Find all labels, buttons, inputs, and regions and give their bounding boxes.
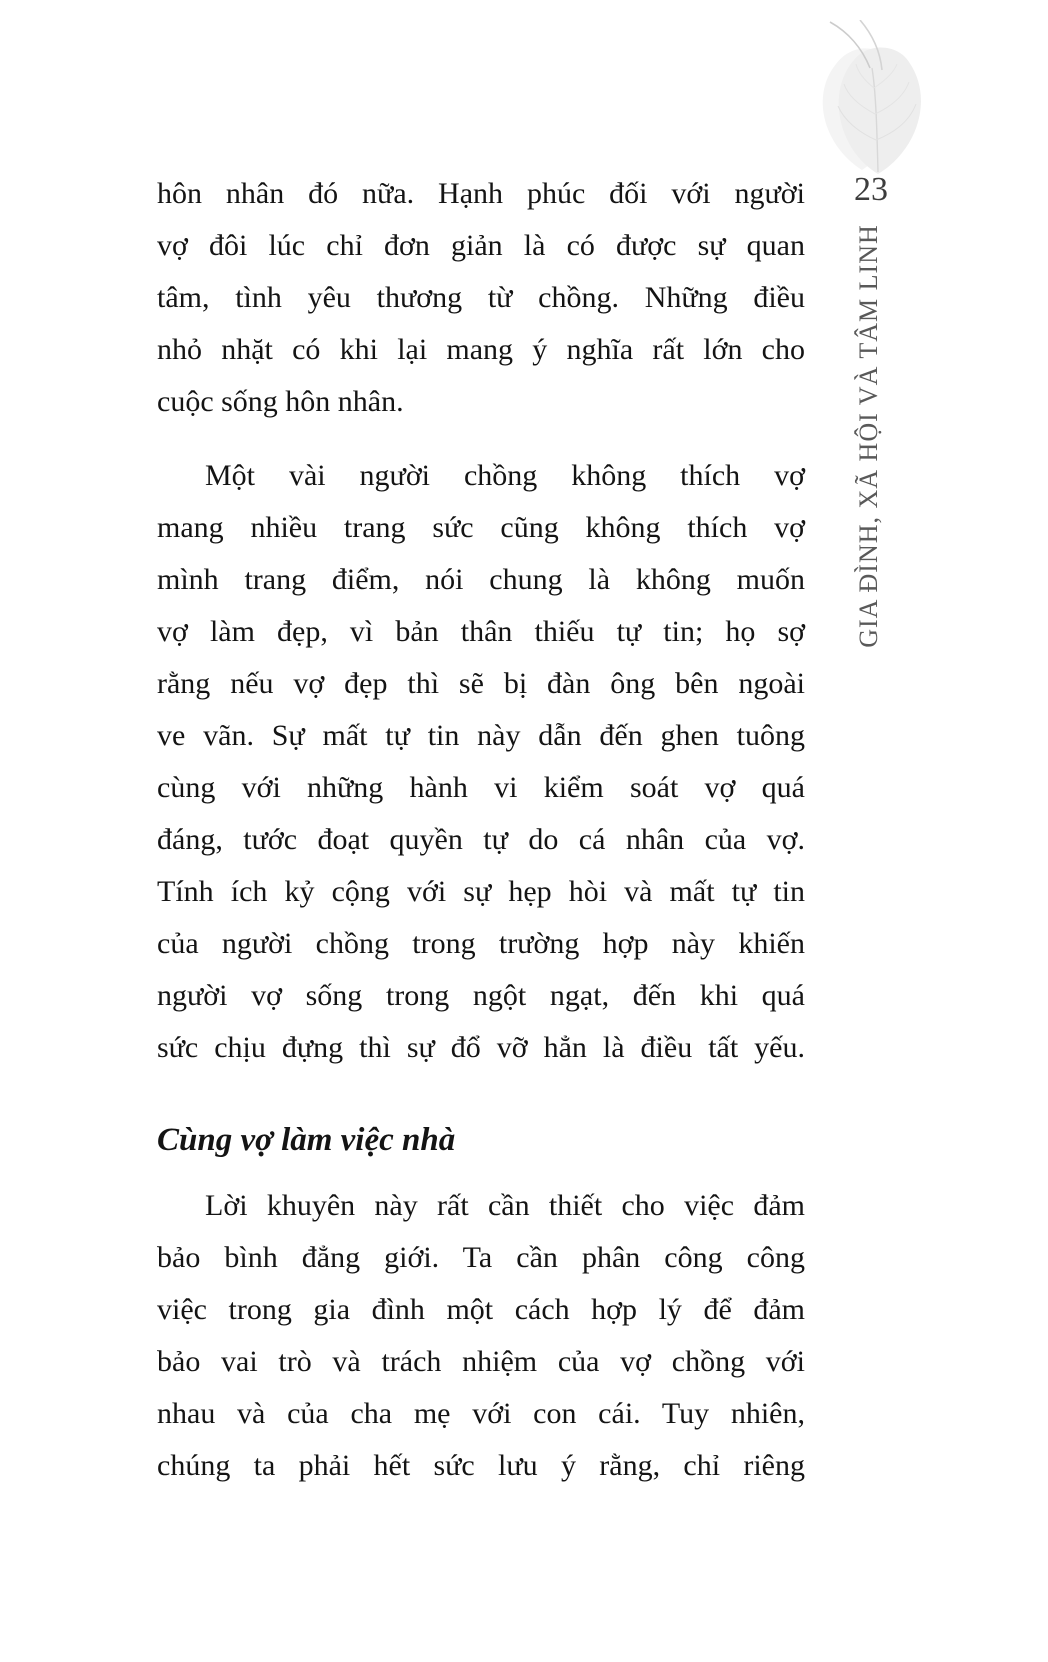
bodhi-leaf-icon — [810, 20, 948, 182]
text-line: bảo vai trò và trách nhiệm của vợ chồng với — [157, 1345, 805, 1378]
text-line: việc trong gia đình một cách hợp lý để đảm — [157, 1293, 805, 1326]
text-line: rằng nếu vợ đẹp thì sẽ bị đàn ông bên ngoài — [157, 667, 805, 700]
page-number: 23 — [854, 171, 888, 208]
text-line: nhỏ nhặt có khi lại mang ý nghĩa rất lớn cho — [157, 333, 805, 366]
section-heading: Cùng vợ làm việc nhà — [157, 1122, 456, 1158]
text-line: hôn nhân đó nữa. Hạnh phúc đối với người — [157, 177, 805, 210]
text-line: đáng, tước đoạt quyền tự do cá nhân của vợ. — [157, 823, 805, 856]
paragraph — [157, 450, 805, 1074]
text-line: của người chồng trong trường hợp này khiến — [157, 927, 805, 960]
paragraph — [157, 168, 805, 428]
text-line: Tính ích kỷ cộng với sự hẹp hòi và mất tự tin — [157, 875, 805, 908]
text-line: nhau và của cha mẹ với con cái. Tuy nhiên, — [157, 1397, 805, 1430]
text-line: cuộc sống hôn nhân. — [157, 385, 404, 418]
chapter-title-vertical: GIA ĐÌNH, XÃ HỘI VÀ TÂM LINH — [854, 224, 883, 648]
text-line: cùng với những hành vi kiểm soát vợ quá — [157, 771, 805, 804]
text-line: người vợ sống trong ngột ngạt, đến khi quá — [157, 979, 805, 1012]
text-line: mình trang điểm, nói chung là không muốn — [157, 563, 805, 596]
body-text-column — [157, 168, 805, 1492]
text-line: mang nhiều trang sức cũng không thích vợ — [157, 511, 805, 544]
text-line: ve vãn. Sự mất tự tin này dẫn đến ghen tuông — [157, 719, 805, 752]
text-line: vợ làm đẹp, vì bản thân thiếu tự tin; họ sợ — [157, 615, 805, 648]
text-line: Một vài người chồng không thích vợ — [205, 459, 805, 492]
text-line: Lời khuyên này rất cần thiết cho việc đảm — [205, 1189, 805, 1222]
text-line: tâm, tình yêu thương từ chồng. Những điều — [157, 281, 805, 314]
text-line: bảo bình đẳng giới. Ta cần phân công công — [157, 1241, 805, 1274]
text-line: chúng ta phải hết sức lưu ý rằng, chỉ riêng — [157, 1449, 805, 1482]
paragraph — [157, 1180, 805, 1492]
text-line: sức chịu đựng thì sự đổ vỡ hẳn là điều tất yếu. — [157, 1031, 805, 1064]
text-line: vợ đôi lúc chỉ đơn giản là có được sự quan — [157, 229, 805, 262]
